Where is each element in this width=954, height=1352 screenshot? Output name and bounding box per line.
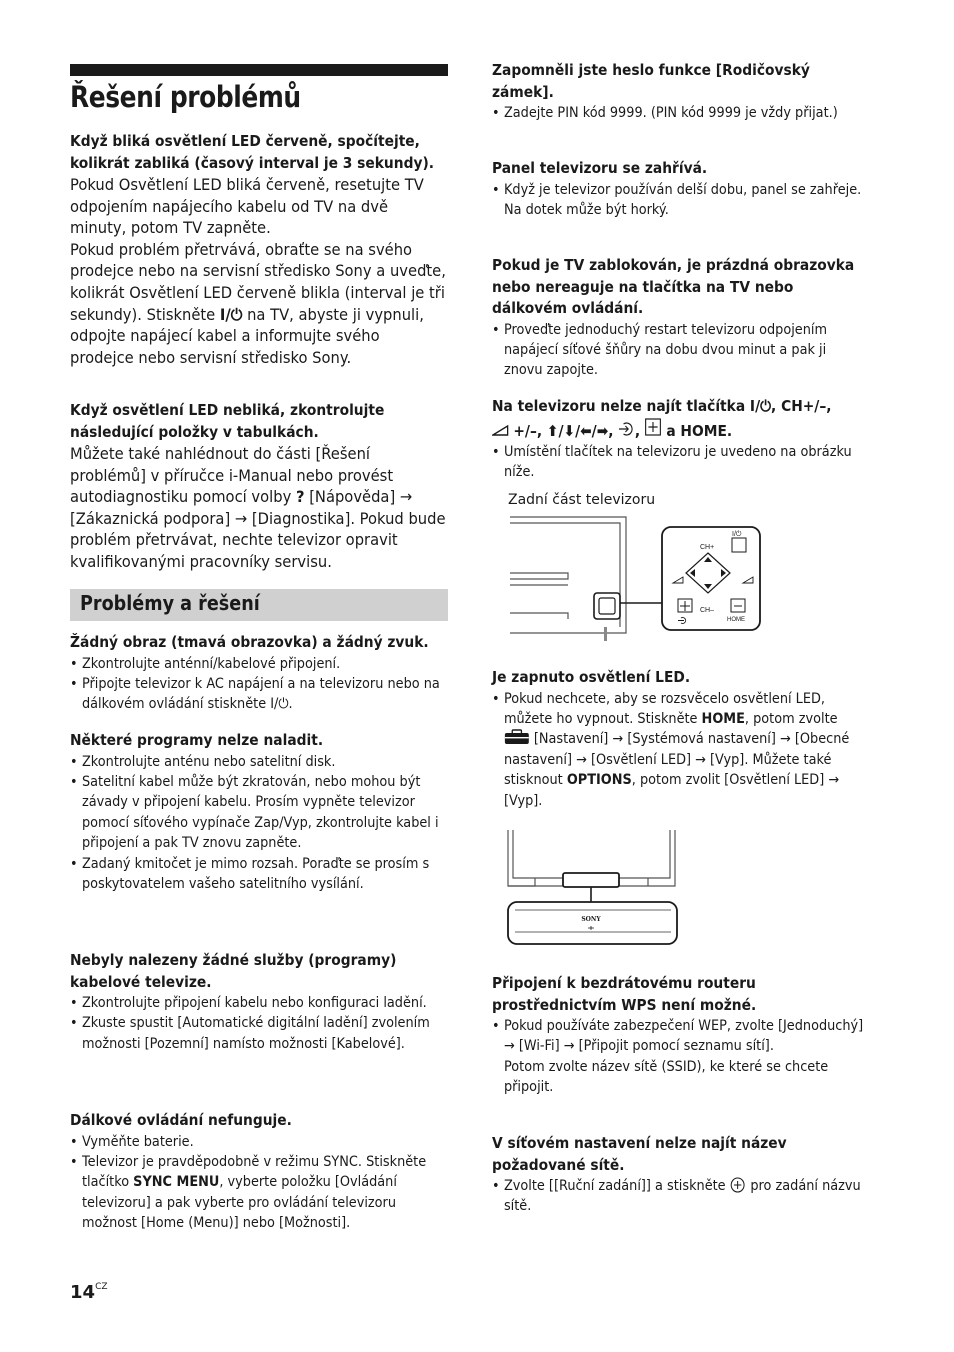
list-item	[492, 180, 866, 221]
tuning-heading: Některé programy nelze naladit.	[70, 731, 324, 749]
volume-icon	[492, 424, 509, 436]
no-picture-list	[70, 654, 447, 715]
frozen-tv-heading: Pokud je TV zablokován, je prázdná obrazovka nebo nereaguje na tlačítka na TV nebo dálkovém ovládání.	[492, 256, 855, 317]
cable-heading: Nebyly nalezeny žádné služby (programy) kabelové televize.	[70, 951, 397, 991]
tv-front-figure	[505, 830, 681, 948]
parental-lock-section	[492, 60, 866, 123]
section-title: Problémy a řešení	[80, 591, 260, 615]
list-item	[492, 1176, 866, 1217]
network-text-b: pro zadání názvu sítě.	[503, 1178, 861, 1215]
list-item: • Zkontrolujte připojení kabelu nebo konfiguraci ladění.	[70, 993, 447, 1013]
wps-text: Pokud používáte zabezpečení WEP, zvolte [Jednoduchý] → [Wi-Fi] → [Připojit pomocí seznamu sítí].	[503, 1018, 864, 1055]
led-on-section	[492, 667, 866, 811]
panel-heat-note: Na dotek může být horký.	[503, 201, 669, 218]
page-number-value: 14	[70, 1282, 96, 1303]
remote-text-a: Televizor je pravděpodobně v režimu SYNC. Stiskněte tlačítko	[81, 1153, 427, 1191]
led-noblink-paragraph	[70, 443, 447, 573]
network-name-section	[492, 1133, 866, 1217]
remote-heading: Dálkové ovládání nefunguje.	[70, 1111, 292, 1129]
ch-minus-label: CH–	[700, 607, 715, 614]
panel-heat-list	[492, 180, 866, 221]
page-number-suffix: CZ	[95, 1282, 108, 1292]
led-on-heading: Je zapnuto osvětlení LED.	[492, 668, 691, 686]
buttons-section	[492, 396, 866, 483]
enter-button-icon	[730, 1177, 747, 1193]
list-item	[492, 1016, 866, 1098]
buttons-heading-a: Na televizoru nelze najít tlačítka I/⏻, CH+/–,	[492, 397, 832, 415]
page-title: Řešení problémů	[70, 80, 301, 114]
led-blink-text-a: Pokud problém přetrvává, obraťte se na svého prodejce nebo na servisní středisko Sony a uveďte, kolikrát Osvětlení LED červeně blikla (interval je tři sekundy). Stiskněte	[70, 239, 446, 324]
network-text-a: Zvolte [[Ruční zadání]] a stiskněte	[503, 1178, 730, 1194]
frozen-tv-section	[492, 255, 866, 381]
input-icon	[618, 422, 635, 436]
figure-caption: Zadní část televizoru	[508, 492, 656, 508]
led-noblink-text-a: Můžete také nahlédnout do části [Řešení problémů] v příručce i-Manual nebo provést autodiagnostiku pomocí volby	[70, 444, 394, 507]
list-item: • Zkontrolujte anténní/kabelové připojení.	[70, 654, 447, 674]
buttons-heading-d: a HOME.	[661, 421, 733, 440]
buttons-list	[492, 442, 866, 483]
led-noblink-section	[70, 400, 447, 573]
power-label: I/⏻	[732, 531, 742, 538]
frozen-tv-list	[492, 320, 866, 381]
tuning-list	[70, 752, 447, 895]
tuning-section	[70, 730, 447, 894]
wps-heading: Připojení k bezdrátovému routeru prostřednictvím WPS není možné.	[492, 974, 757, 1014]
cable-list	[70, 993, 447, 1054]
buttons-heading	[492, 396, 866, 442]
led-blink-paragraph-1: Pokud Osvětlení LED bliká červeně, resetujte TV odpojením napájecího kabelu od TV na dvě minuty, potom TV zapněte.	[70, 175, 424, 238]
remote-text-b: , vyberte položku [Ovládání televizoru] a pak vyberte pro ovládání televizoru možnost [Home (Menu)] nebo [Možnosti].	[81, 1174, 397, 1232]
panel-heat-heading: Panel televizoru se zahřívá.	[492, 159, 708, 177]
sync-menu-key: SYNC MENU	[133, 1174, 220, 1191]
network-name-list	[492, 1176, 866, 1217]
no-picture-heading: Žádný obraz (tmavá obrazovka) a žádný zvuk.	[70, 633, 429, 651]
buttons-heading-b: +/–, ⬆/⬇/⬅/➡,	[508, 421, 619, 440]
led-on-text-d: , potom zvolit [Osvětlení LED] → [Vyp].	[503, 772, 840, 809]
power-symbol: I/⏻	[219, 304, 243, 324]
ch-plus-label: CH+	[700, 544, 715, 551]
home-key: HOME	[701, 710, 745, 727]
options-key: OPTIONS	[566, 772, 632, 789]
sony-brand: SONY	[581, 916, 601, 923]
list-item: • Připojte televizor k AC napájení a na televizoru nebo na dálkovém ovládání stiskněte I/⏻.	[70, 674, 447, 715]
led-noblink-text-b: [Nápověda] → [Zákaznická podpora] → [Diagnostika]. Pokud bude problém přetrvávat, nechte televizor opravit kvalifikovanými pracovníky servisu.	[70, 487, 446, 571]
wps-note: Potom zvolte název sítě (SSID), ke které se chcete připojit.	[503, 1058, 829, 1096]
wps-list	[492, 1016, 866, 1098]
tv-back-figure	[508, 515, 764, 647]
list-item: • Zadaný kmitočet je mimo rozsah. Poraďte se prosím s poskytovatelem vašeho satelitního vysílání.	[70, 854, 447, 895]
home-plus-icon	[645, 418, 662, 436]
list-item: • Proveďte jednoduchý restart televizoru odpojením napájecí síťové šňůry na dobu dvou minut a pak ji znovu zapojte.	[492, 320, 866, 381]
list-item: • Vyměňte baterie.	[70, 1132, 447, 1152]
list-item: • Umístění tlačítek na televizoru je uvedeno na obrázku níže.	[492, 442, 866, 483]
network-name-heading: V síťovém nastavení nelze najít název požadované sítě.	[492, 1134, 787, 1174]
home-label: HOME	[727, 617, 745, 623]
help-icon: ?	[295, 487, 305, 507]
panel-heat-section	[492, 158, 866, 220]
list-item: • Zkontrolujte anténu nebo satelitní disk.	[70, 752, 447, 772]
list-item: • Satelitní kabel může být zkratován, nebo mohou být závady v připojení kabelu. Prosím vypněte televizor pomocí síťového vypínače Zap/Vyp, zkontrolujte kabel i připojení a pak TV znovu zapněte.	[70, 772, 447, 854]
led-on-text-b: , potom zvolte	[744, 710, 838, 727]
led-on-text-c: [Nastavení] → [Systémová nastavení] → [Obecné nastavení] → [Osvětlení LED] → [Vyp]. Můžete také stisknout	[503, 731, 850, 789]
cable-section	[70, 950, 447, 1054]
wps-section	[492, 973, 866, 1098]
list-item: • Zadejte PIN kód 9999. (PIN kód 9999 je vždy přijat.)	[492, 103, 866, 123]
parental-lock-heading: Zapomněli jste heslo funkce [Rodičovský zámek].	[492, 61, 810, 101]
remote-list	[70, 1132, 447, 1234]
panel-heat-text: Když je televizor používán delší dobu, panel se zahřeje.	[503, 181, 862, 198]
remote-section	[70, 1110, 447, 1234]
page-number	[70, 1282, 108, 1303]
buttons-heading-c: ,	[634, 421, 645, 440]
led-blink-paragraph-2	[70, 239, 447, 369]
led-blink-text-b: na TV, abyste ji vypnuli, odpojte napájecí kabel a informujte svého prodejce nebo servisní středisko Sony.	[70, 304, 424, 367]
parental-lock-list	[492, 103, 866, 123]
list-item: • Zkuste spustit [Automatické digitální ladění] zvolením možnosti [Pozemní] namísto možnosti [Kabelové].	[70, 1013, 447, 1054]
list-item	[70, 1152, 447, 1234]
led-blink-heading: Když bliká osvětlení LED červeně, spočítejte, kolikrát zabliká (časový interval je 3 sekundy).	[70, 132, 435, 172]
led-blink-section	[70, 131, 447, 368]
led-on-text-a: Pokud nechcete, aby se rozsvěcelo osvětlení LED, můžete ho vypnout. Stiskněte	[503, 690, 825, 727]
led-on-list	[492, 689, 866, 811]
title-rule	[70, 64, 448, 76]
toolbox-icon	[504, 729, 530, 745]
section-header	[70, 589, 448, 621]
led-noblink-heading: Když osvětlení LED nebliká, zkontrolujte následující položky v tabulkách.	[70, 401, 385, 441]
list-item	[492, 689, 866, 811]
no-picture-section	[70, 632, 447, 715]
